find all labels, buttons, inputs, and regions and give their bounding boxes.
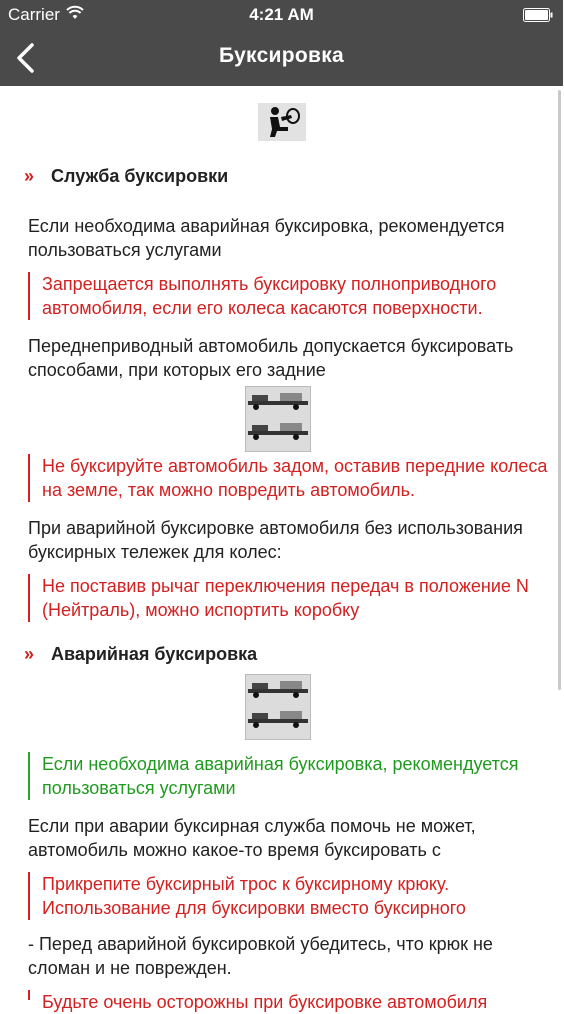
paragraph: Если необходима аварийная буксировка, рекомендуется пользоваться услугами [28, 216, 505, 260]
carrier-label: Carrier [8, 5, 60, 24]
warning-block: Запрещается выполнять буксировку полноприводного автомобиля, если его колеса касаются поверхности. [28, 272, 564, 320]
note-block: Если необходима аварийная буксировка, рекомендуется пользоваться услугами [28, 752, 564, 800]
section-title: Служба буксировки [51, 166, 229, 186]
section-heading-emergency-towing [24, 644, 257, 665]
status-bar [0, 0, 563, 30]
paragraph: При аварийной буксировке автомобиля без использования буксирных тележек для колес: [28, 518, 523, 562]
warning-block: Будьте очень осторожны при буксировке автомобиля [28, 990, 564, 1000]
double-chevron-icon: » [24, 644, 32, 664]
towing-diagram-image [245, 386, 311, 452]
paragraph: Если при аварии буксирная служба помочь не может, автомобиль можно какое-то время буксировать с [28, 816, 476, 860]
section-title: Аварийная буксировка [51, 644, 258, 664]
towing-diagram-image [245, 674, 311, 740]
warning-block: Не поставив рычаг переключения передач в положение N (Нейтраль), можно испортить коробку [28, 574, 564, 622]
double-chevron-icon: » [24, 166, 32, 186]
warning-block: Не буксируйте автомобиль задом, оставив передние колеса на земле, так можно повредить автомобиль. [28, 454, 564, 502]
airbag-person-icon [258, 103, 306, 141]
battery-icon [523, 8, 553, 22]
page-title: Буксировка [218, 44, 345, 67]
status-time: 4:21 AM [249, 5, 314, 24]
section-heading-towing-service [24, 166, 228, 187]
navigation-bar [0, 30, 563, 86]
paragraph: Переднеприводный автомобиль допускается буксировать способами, при которых его задние [28, 336, 514, 380]
warning-block: Прикрепите буксирный трос к буксирному крюку. Использование для буксировки вместо буксирного [28, 872, 564, 920]
paragraph: - Перед аварийной буксировкой убедитесь, что крюк не сломан и не поврежден. [28, 934, 493, 978]
